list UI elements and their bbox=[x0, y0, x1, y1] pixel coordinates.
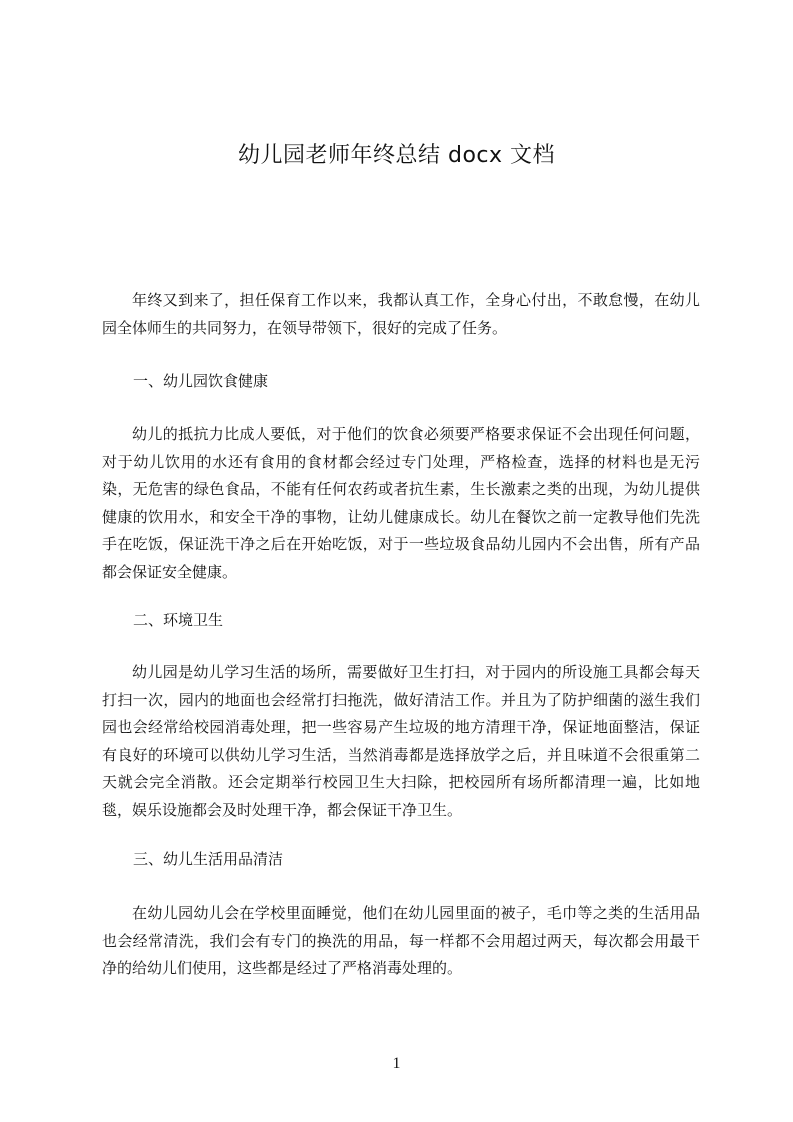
section-heading-environment: 二、环境卫生 bbox=[133, 611, 224, 629]
section-body-diet: 幼儿的抵抗力比成人要低，对于他们的饮食必须要严格要求保证不会出现任何问题，对于幼儿饮用的水还有食用的食材都会经过专门处理，严格检查，选择的材料也是无污染，无危害的绿色食品，不能有任何农药或者抗生素，生长激素之类的出现，为幼儿提供健康的饮用水，和安全干净的事物，让幼儿健康成长。幼儿在餐饮之前一定教导他们先洗手在吃饭，保证洗干净之后在开始吃饭，对于一些垃圾食品幼儿园内不会出售，所有产品都会保证安全健康。 bbox=[102, 425, 700, 581]
section-heading-diet: 一、幼儿园饮食健康 bbox=[133, 372, 269, 390]
section-body-environment: 幼儿园是幼儿学习生活的场所，需要做好卫生打扫，对于园内的所设施工具都会每天打扫一次，园内的地面也会经常打扫拖洗，做好清洁工作。并且为了防护细菌的滋生我们园也会经常给校园消毒处理，把一些容易产生垃圾的地方清理干净，保证地面整洁，保证有良好的环境可以供幼儿学习生活，当然消毒都是选择放学之后，并且味道不会很重第二天就会完全消散。还会定期举行校园卫生大扫除，把校园所有场所都清理一遍，比如地毯，娱乐设施都会及时处理干净，都会保证干净卫生。 bbox=[102, 663, 700, 819]
section-heading-supplies: 三、幼儿生活用品清洁 bbox=[133, 850, 284, 868]
section-body-supplies: 在幼儿园幼儿会在学校里面睡觉，他们在幼儿园里面的被子，毛巾等之类的生活用品也会经常清洗，我们会有专门的换洗的用品，每一样都不会用超过两天，每次都会用最干净的给幼儿们使用，这些都是经过了严格消毒处理的。 bbox=[102, 904, 700, 977]
document-title: 幼儿园老师年终总结 docx 文档 bbox=[237, 143, 556, 168]
page-number: 1 bbox=[392, 1055, 401, 1072]
intro-paragraph: 年终又到来了，担任保育工作以来，我都认真工作，全身心付出，不敢怠慢，在幼儿园全体师生的共同努力，在领导带领下，很好的完成了任务。 bbox=[102, 291, 700, 337]
